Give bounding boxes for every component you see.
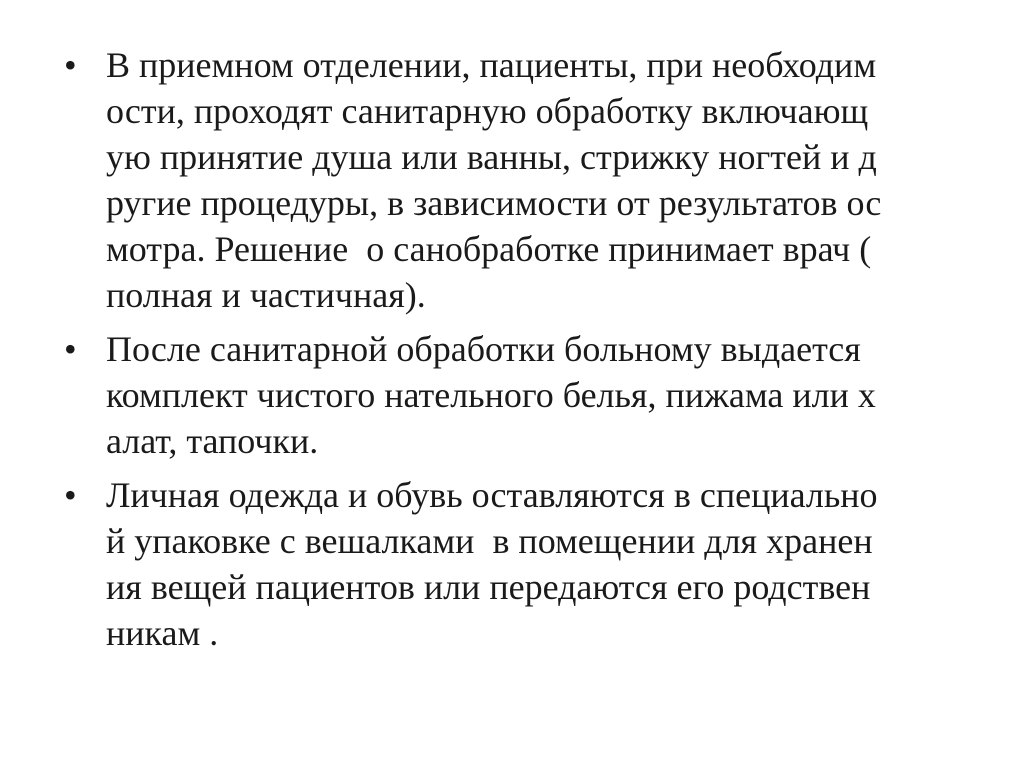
bullet-list [58, 42, 978, 664]
bullet-item-2 [58, 326, 978, 464]
text-line: ругие процедуры, в зависимости от результатов ос [106, 183, 882, 223]
text-line: ия вещей пациентов или передаются его родствен [106, 567, 871, 607]
text-line: полная и частичная). [106, 275, 426, 315]
text-line: й упаковке с вешалками в помещении для хранен [106, 521, 873, 561]
text-line: После санитарной обработки больному выдается [106, 329, 861, 369]
bullet-text-3 [106, 472, 978, 656]
text-line: ую принятие душа или ванны, стрижку ногтей и д [106, 137, 877, 177]
bullet-text-1 [106, 42, 978, 318]
text-line: Личная одежда и обувь оставляются в специально [106, 475, 878, 515]
text-line: комплект чистого нательного белья, пижама или х [106, 375, 876, 415]
bullet-item-3 [58, 472, 978, 656]
text-line: ости, проходят санитарную обработку включающ [106, 91, 869, 131]
bullet-marker-icon: • [64, 45, 77, 85]
text-line: алат, тапочки. [106, 421, 319, 461]
bullet-marker-icon: • [64, 475, 77, 515]
bullet-text-2 [106, 326, 978, 464]
text-line: мотра. Решение о санобработке принимает врач ( [106, 229, 872, 269]
bullet-item-1 [58, 42, 978, 318]
text-line: никам . [106, 613, 219, 653]
bullet-marker-icon: • [64, 329, 77, 369]
text-line: В приемном отделении, пациенты, при необходим [106, 45, 877, 85]
